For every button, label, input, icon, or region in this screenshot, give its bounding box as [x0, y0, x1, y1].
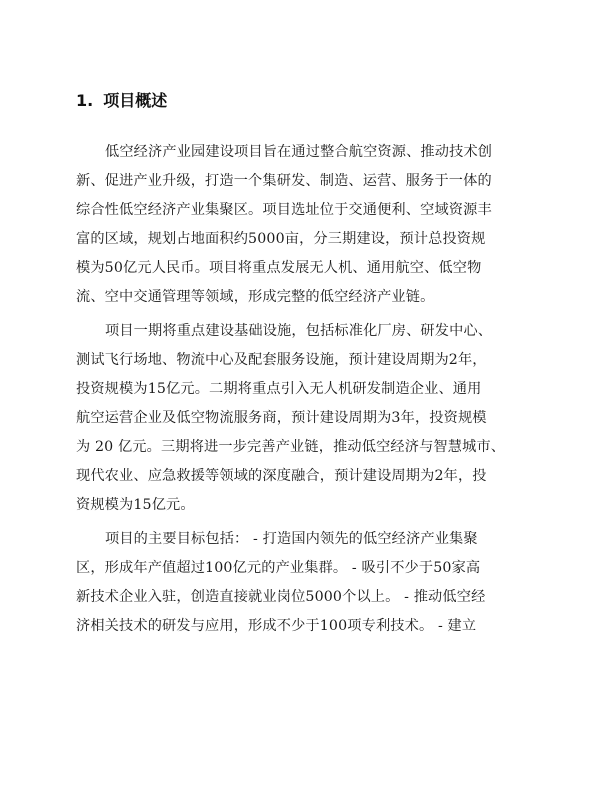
text-line: 新技术企业入驻，创造直接就业岗位5000个以上。 - 推动低空经 — [76, 589, 486, 605]
text-line: 项目一期将重点建设基础设施，包括标准化厂房、研发中心、 — [105, 323, 493, 339]
paragraph — [76, 525, 546, 641]
text-line: 为 20 亿元。三期将进一步完善产业链，推动低空经济与智慧城市、 — [76, 439, 506, 455]
text-line: 低空经济产业园建设项目旨在通过整合航空资源、推动技术创 — [105, 144, 493, 160]
paragraph — [76, 138, 546, 312]
text-line: 项目的主要目标包括： - 打造国内领先的低空经济产业集聚 — [105, 531, 478, 547]
text-line: 新、促进产业升级，打造一个集研发、制造、运营、服务于一体的 — [76, 173, 492, 189]
text-line: 富的区域，规划占地面积约5000亩，分三期建设，预计总投资规 — [76, 231, 486, 247]
text-line: 资规模为15亿元。 — [76, 497, 195, 513]
paragraph — [76, 317, 546, 520]
body-text — [76, 138, 546, 641]
section-title: 项目概述 — [103, 91, 168, 110]
text-line: 现代农业、应急救援等领域的深度融合，预计建设周期为2年，投 — [76, 468, 487, 484]
text-line: 综合性低空经济产业集聚区。项目选址位于交通便利、空域资源丰 — [76, 202, 492, 218]
text-line: 流、空中交通管理等领域，形成完整的低空经济产业链。 — [76, 289, 435, 305]
text-line: 测试飞行场地、物流中心及配套服务设施，预计建设周期为2年， — [76, 352, 487, 368]
text-line: 区，形成年产值超过100亿元的产业集群。 - 吸引不少于50家高 — [76, 560, 481, 576]
section-heading — [76, 90, 167, 112]
text-line: 航空运营企业及低空物流服务商，预计建设周期为3年，投资规模 — [76, 410, 487, 426]
text-line: 投资规模为15亿元。二期将重点引入无人机研发制造企业、通用 — [76, 381, 482, 397]
text-line: 模为50亿元人民币。项目将重点发展无人机、通用航空、低空物 — [76, 260, 482, 276]
text-line: 济相关技术的研发与应用，形成不少于100项专利技术。 - 建立 — [76, 618, 477, 634]
section-number: 1. — [76, 91, 94, 110]
